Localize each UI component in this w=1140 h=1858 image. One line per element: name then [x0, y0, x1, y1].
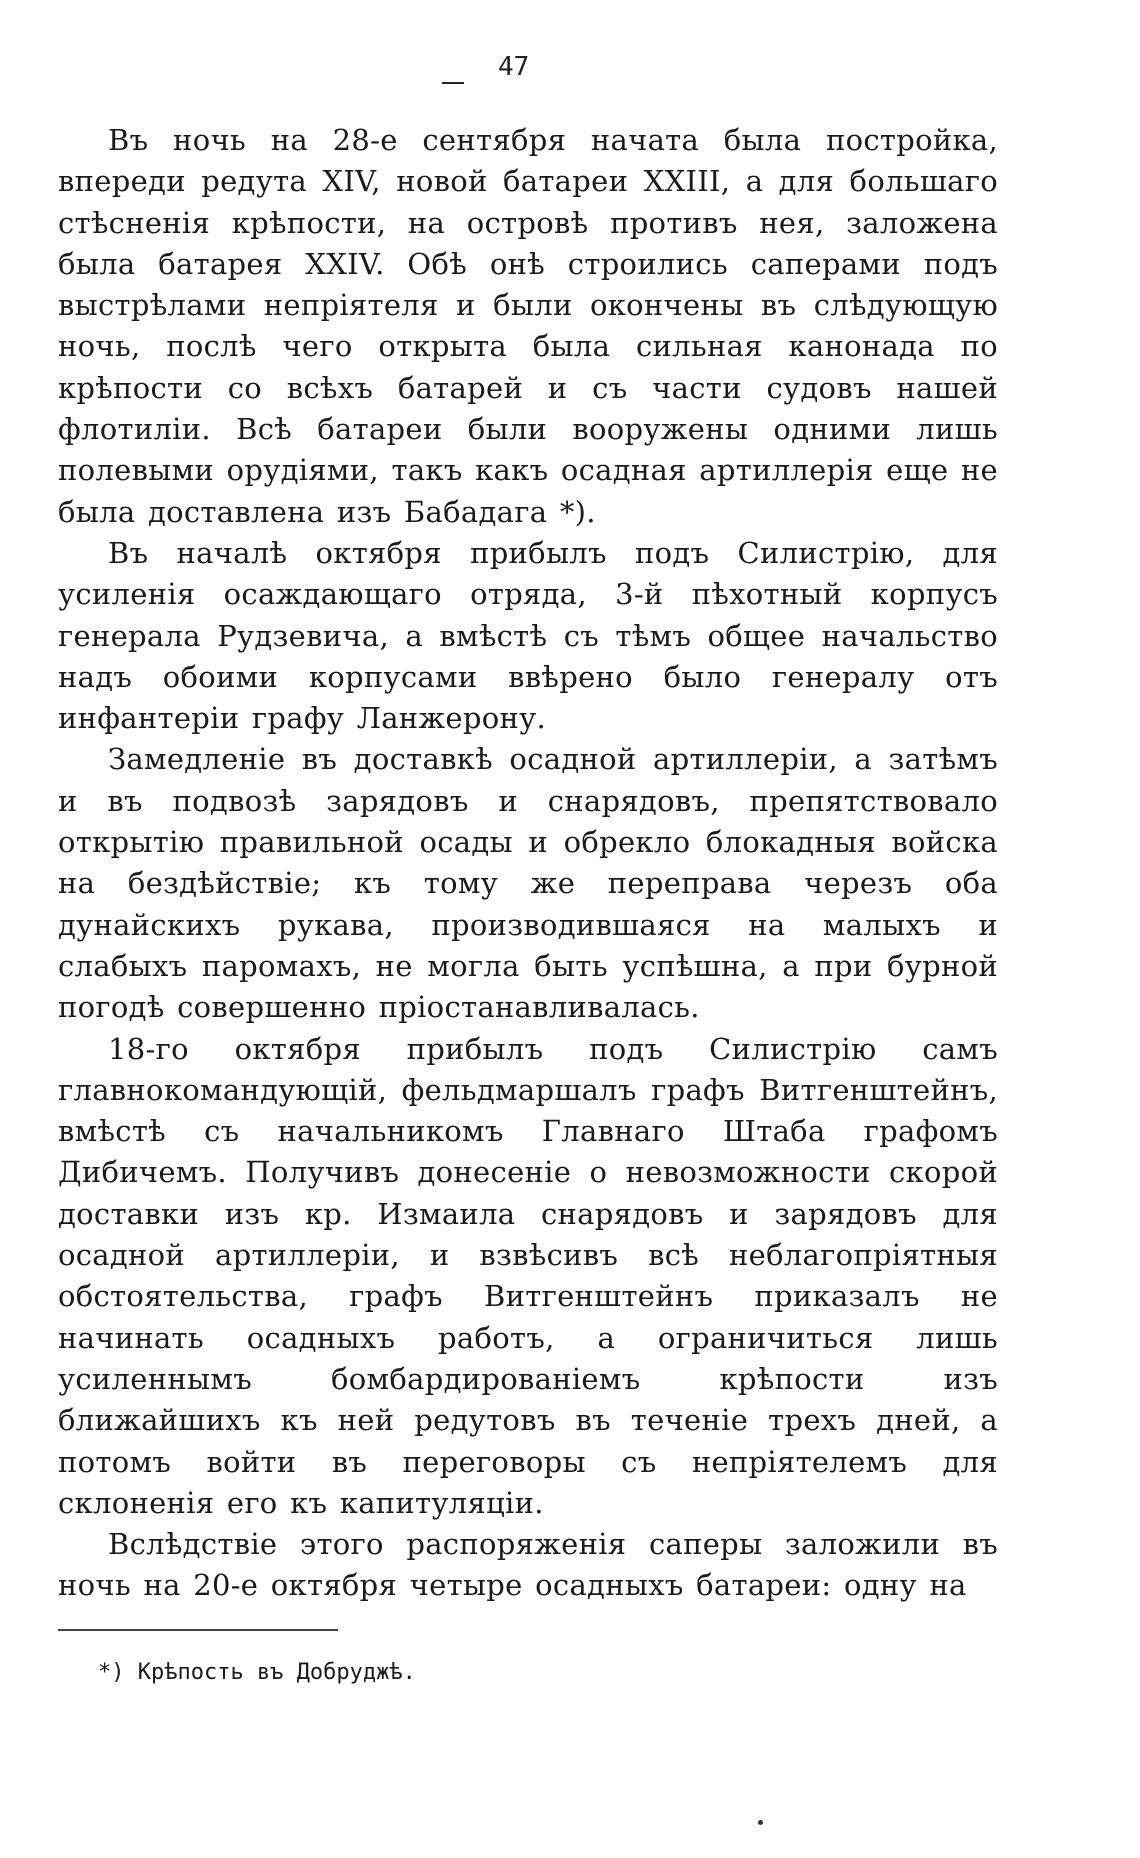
page-header — [58, 50, 998, 90]
footnote: *) Крѣпость въ Добруджѣ. — [98, 1660, 416, 1685]
paragraph-2: Въ началѣ октября прибылъ подъ Силистрію, для усиленія осаждающаго отряда, 3-й пѣхотный корпусъ генерала Рудзевича, а вмѣстѣ съ тѣмъ общее начальство надъ обоими корпусами ввѣрено было генералу отъ инфантеріи графу Ланжерону. — [58, 535, 998, 736]
page-number: 47 — [498, 52, 530, 82]
body-text — [58, 120, 998, 1607]
header-dash — [442, 82, 464, 84]
book-page — [58, 0, 998, 1858]
speck-dot — [758, 1820, 763, 1825]
paragraph-4: 18-го октября прибылъ подъ Силистрію самъ главнокомандующій, фельдмаршалъ графъ Витгенштейнъ, вмѣстѣ съ начальникомъ Главнаго Штаба графомъ Дибичемъ. Получивъ донесеніе о невозможности скорой доставки изъ кр. Измаила снарядовъ и зарядовъ для осадной артиллеріи, и взвѣсивъ всѣ неблагопріятныя обстоятельства, графъ Витгенштейнъ приказалъ не начинать осадныхъ работъ, а ограничиться лишь усиленнымъ бомбардированіемъ крѣпости изъ ближайшихъ къ ней редутовъ въ теченіе трехъ дней, а потомъ войти въ переговоры съ непріятелемъ для склоненія его къ капитуляціи. — [58, 1031, 998, 1520]
footnote-rule — [58, 1629, 338, 1631]
paragraph-1: Въ ночь на 28-е сентября начата была постройка, впереди редута XIV, новой батареи XXIII, а для большаго стѣсненія крѣпости, на островѣ противъ нея, заложена была батарея XXIV. Обѣ онѣ строились саперами подъ выстрѣлами непріятеля и были окончены въ слѣдующую ночь, послѣ чего открыта была сильная канонада по крѣпости со всѣхъ батарей и съ части судовъ нашей флотиліи. Всѣ батареи были вооружены одними лишь полевыми орудіями, такъ какъ осадная артиллерія еще не была доставлена изъ Бабадага *). — [58, 123, 998, 529]
print-speck — [758, 1820, 766, 1828]
paragraph-3: Замедленіе въ доставкѣ осадной артиллеріи, а затѣмъ и въ подвозѣ зарядовъ и снарядовъ, препятствовало открытію правильной осады и обрекло блокадныя войска на бездѣйствіе; къ тому же переправа черезъ оба дунайскихъ рукава, производившаяся на малыхъ и слабыхъ паромахъ, не могла быть успѣшна, а при бурной погодѣ совершенно пріостанавливалась. — [58, 742, 998, 1025]
paragraph-5: Вслѣдствіе этого распоряженія саперы заложили въ ночь на 20-е октября четыре осадныхъ батареи: одну на — [58, 1527, 998, 1603]
